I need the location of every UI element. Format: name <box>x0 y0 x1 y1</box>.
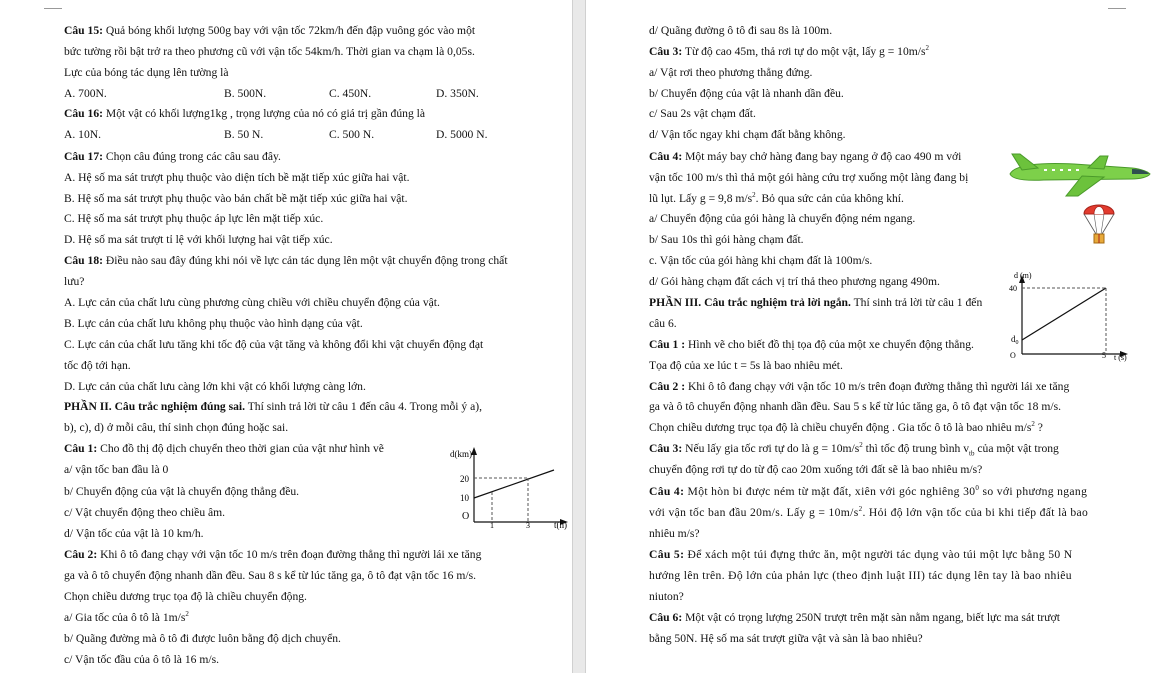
graph2-ytick-40: 40 <box>1009 284 1017 293</box>
airplane-icon <box>1004 150 1152 198</box>
q15-option-b: B. 500N. <box>224 87 267 100</box>
c4-line-2: vận tốc 100 m/s thì thả một gói hàng cứu trợ xuống một làng đang bị <box>649 171 969 184</box>
c2-line-1: Câu 2: Khi ô tô đang chạy với vận tốc 10 m/s trên đoạn đường thẳng thì người lái xe tăng <box>64 548 482 561</box>
s4-line-2: với vận tốc ban đầu 20m/s. Lấy $g = 10m/s^2$. Hỏi độ lớn vận tốc của bi khi tiếp đất là bao <box>649 505 1089 519</box>
s5-number: Câu 5: <box>649 548 685 561</box>
q15-option-d: D. 350N. <box>436 87 479 100</box>
q18-option-c-line-2: tốc độ tới hạn. <box>64 359 131 372</box>
right-page <box>586 0 1152 673</box>
c1-statement-d: d/ Vận tốc của vật là 10 km/h. <box>64 527 204 540</box>
q17-option-d: D. Hệ số ma sát trượt tỉ lệ với khối lượng hai vật tiếp xúc. <box>64 233 333 246</box>
q15-number: Câu 15: <box>64 24 103 37</box>
crop-mark <box>1108 0 1126 9</box>
position-time-graph <box>1004 268 1134 364</box>
crop-mark <box>44 0 62 9</box>
q18-option-d: D. Lực cản của chất lưu càng lớn khi vật có khối lượng càng lớn. <box>64 380 366 393</box>
left-page <box>0 0 572 673</box>
q16-number: Câu 16: <box>64 107 103 120</box>
s5-line-3: niuton? <box>649 590 684 603</box>
c2-line-3: Chọn chiều dương trục tọa độ là chiều chuyển động. <box>64 590 307 603</box>
graph1-origin: O <box>462 511 470 522</box>
q18-option-c-line-1: C. Lực cản của chất lưu tăng khi tốc độ của vật tăng và không đổi khi vật chuyển động đạt <box>64 338 484 351</box>
part3-heading-line-2: câu 6. <box>649 317 677 330</box>
part2-heading: PHẦN II. Câu trắc nghiệm đúng sai. Thí sinh trả lời từ câu 1 đến câu 4. Trong mỗi ý a), <box>64 400 482 413</box>
s2-line-2: ga và ô tô chuyển động nhanh dần đều. Sau 5 s kể từ lúc tăng ga, ô tô đạt vận tốc 18 m/s. <box>649 400 1061 413</box>
s6-number: Câu 6: <box>649 611 683 624</box>
s1-number: Câu 1 : <box>649 338 686 351</box>
s2-number: Câu 2 : <box>649 380 686 393</box>
graph1-ytick-10: 10 <box>460 493 469 503</box>
q18-line-1: Câu 18: Điều nào sau đây đúng khi nói về lực cản tác dụng lên một vật chuyển động trong chất <box>64 254 508 267</box>
graph2-ylabel: d (m) <box>1014 271 1032 280</box>
q17-option-c: C. Hệ số ma sát trượt phụ thuộc áp lực lên mặt tiếp xúc. <box>64 212 324 225</box>
c4-number: Câu 4: <box>649 150 683 163</box>
q18-option-b: B. Lực cản của chất lưu không phụ thuộc vào hình dạng của vật. <box>64 317 363 330</box>
part2-instructions: b), c), d) ở mỗi câu, thí sinh chọn đúng hoặc sai. <box>64 421 289 434</box>
c1-number: Câu 1: <box>64 442 98 455</box>
graph1-ytick-20: 20 <box>460 474 469 484</box>
graph1-xtick-1: 1 <box>490 521 494 530</box>
s2-line-1: Câu 2 : Khi ô tô đang chạy với vận tốc 10 m/s trên đoạn đường thẳng thì người lái xe tăng <box>649 380 1070 393</box>
s1-line-1: Câu 1 : Hình vẽ cho biết đồ thị tọa độ của một xe chuyển động thẳng. <box>649 338 974 351</box>
q17-option-b: B. Hệ số ma sát trượt phụ thuộc vào bản chất bề mặt tiếp xúc giữa hai vật. <box>64 192 408 205</box>
s3-line-1: Câu 3: Nếu lấy gia tốc rơi tự do là $g = 10m/s^2$ thì tốc độ trung bình $v_{tb}$ của một vật trong <box>649 441 1059 458</box>
q15-option-c: C. 450N. <box>329 87 372 100</box>
c1-line-1: Câu 1: Cho đồ thị độ dịch chuyển theo thời gian của vật như hình vẽ <box>64 442 384 455</box>
c1-statement-a: a/ vận tốc ban đầu là 0 <box>64 463 169 476</box>
c2-number: Câu 2: <box>64 548 98 561</box>
graph1-xtick-3: 3 <box>526 521 530 530</box>
graph1-data-line <box>474 470 554 498</box>
s1-line-2: Tọa độ của xe lúc t = 5s là bao nhiêu mét. <box>649 359 843 372</box>
c1-statement-b: b/ Chuyển động của vật là chuyển động thẳng đều. <box>64 485 300 498</box>
q18-number: Câu 18: <box>64 254 103 267</box>
graph2-origin: O <box>1010 351 1016 360</box>
c3-statement-d: d/ Vận tốc ngay khi chạm đất bằng không. <box>649 128 846 141</box>
q16-option-d: D. 5000 N. <box>436 128 488 141</box>
c1-statement-c: c/ Vật chuyển động theo chiều âm. <box>64 506 226 519</box>
c2-line-2: ga và ô tô chuyển động nhanh dần đều. Sau 8 s kể từ lúc tăng ga, ô tô đạt vận tốc 16 m/s. <box>64 569 476 582</box>
graph2-xtick-5: 5 <box>1102 351 1106 360</box>
c2-statement-a: a/ Gia tốc của ô tô là $1m/s^2$ <box>64 610 189 624</box>
c4-statement-a: a/ Chuyển động của gói hàng là chuyển động ném ngang. <box>649 212 916 225</box>
graph2-data-line <box>1022 288 1106 340</box>
graph2-ytick-d0: $d_0$ <box>1011 334 1019 346</box>
c2-statement-c: c/ Vận tốc đầu của ô tô là 16 m/s. <box>64 653 219 666</box>
s6-line-1: Câu 6: Một vật có trọng lượng 250N trượt trên mặt sàn nằm ngang, biết lực ma sát trượt <box>649 611 1060 624</box>
q17-option-a: A. Hệ số ma sát trượt phụ thuộc vào diện tích bề mặt tiếp xúc giữa hai vật. <box>64 171 410 184</box>
q17-line-1: Câu 17: Chọn câu đúng trong các câu sau đây. <box>64 150 281 163</box>
q16-line-1: Câu 16: Một vật có khối lượng1kg , trọng lượng của nó có giá trị gần đúng là <box>64 107 426 120</box>
c3-line-1: Câu 3: Từ độ cao 45m, thả rơi tự do một vật, lấy $g = 10m/s^2$ <box>649 44 930 58</box>
page-gutter <box>572 0 586 673</box>
graph1-ylabel: d(km) <box>450 449 472 459</box>
c2-statement-d: d/ Quãng đường ô tô đi sau 8s là 100m. <box>649 24 833 37</box>
q16-option-b: B. 50 N. <box>224 128 264 141</box>
q15-line-1: Câu 15: Quả bóng khối lượng 500g bay với vận tốc 72km/h đến đập vuông góc vào một <box>64 24 476 37</box>
s5-line-1: Câu 5: Để xách một túi đựng thức ăn, một người tác dụng vào túi một lực bằng 50 N <box>649 548 1073 561</box>
graph2-xlabel: t (s) <box>1114 353 1127 362</box>
s6-line-2: bằng 50N. Hệ số ma sát trượt giữa vật và sàn là bao nhiêu? <box>649 632 923 645</box>
c4-line-3: lũ lụt. Lấy g = 9,8 $m/s^2$. Bỏ qua sức cản của không khí. <box>649 191 904 205</box>
q18-line-2: lưu? <box>64 275 85 288</box>
c4-statement-d: d/ Gói hàng chạm đất cách vị trí thả theo phương ngang 490m. <box>649 275 940 288</box>
q17-number: Câu 17: <box>64 150 103 163</box>
s4-line-3: nhiêu m/s? <box>649 527 700 540</box>
graph1-xlabel: t(h) <box>554 520 567 530</box>
c2-statement-b: b/ Quãng đường mà ô tô đi được luôn bằng độ dịch chuyển. <box>64 632 341 645</box>
c4-line-1: Câu 4: Một máy bay chở hàng đang bay ngang ở độ cao 490 m với <box>649 150 962 163</box>
s5-line-2: hướng lên trên. Độ lớn của phản lực (theo định luật III) tác dụng lên tay là bao nhiêu <box>649 569 1072 582</box>
s3-line-2: chuyển động rơi tự do từ độ cao 20m xuống tới đất sẽ là bao nhiêu m/s? <box>649 463 983 476</box>
c3-statement-b: b/ Chuyển động của vật là nhanh dần đều. <box>649 87 844 100</box>
c3-statement-a: a/ Vật rơi theo phương thẳng đứng. <box>649 66 813 79</box>
parachute-icon <box>1082 198 1116 246</box>
c3-statement-c: c/ Sau 2s vật chạm đất. <box>649 107 756 120</box>
part3-heading: PHẦN III. Câu trắc nghiệm trả lời ngắn. Thí sinh trả lời từ câu 1 đến <box>649 296 983 309</box>
q15-line-3: Lực của bóng tác dụng lên tường là <box>64 66 229 79</box>
q15-option-a: A. 700N. <box>64 87 107 100</box>
s3-number: Câu 3: <box>649 442 683 455</box>
c3-number: Câu 3: <box>649 45 683 58</box>
displacement-time-graph <box>440 442 572 532</box>
q15-line-2: bức tường rồi bật trở ra theo phương cũ với vận tốc 54km/h. Thời gian va chạm là 0,05s. <box>64 45 475 58</box>
c4-statement-c: c. Vận tốc của gói hàng khi chạm đất là 100m/s. <box>649 254 873 267</box>
q18-option-a: A. Lực cản của chất lưu cùng phương cùng chiều với chiều chuyển động của vật. <box>64 296 440 309</box>
s4-line-1: Câu 4: Một hòn bi được ném từ mặt đất, xiên với góc nghiêng $30^0$ so với phương ngang <box>649 484 1088 498</box>
q16-option-c: C. 500 N. <box>329 128 375 141</box>
s2-line-3: Chọn chiều dương trục tọa độ là chiều chuyển động . Gia tốc ô tô là bao nhiêu $m/s^2$ ? <box>649 420 1043 434</box>
s4-number: Câu 4: <box>649 485 685 498</box>
q16-option-a: A. 10N. <box>64 128 102 141</box>
c4-statement-b: b/ Sau 10s thì gói hàng chạm đất. <box>649 233 804 246</box>
